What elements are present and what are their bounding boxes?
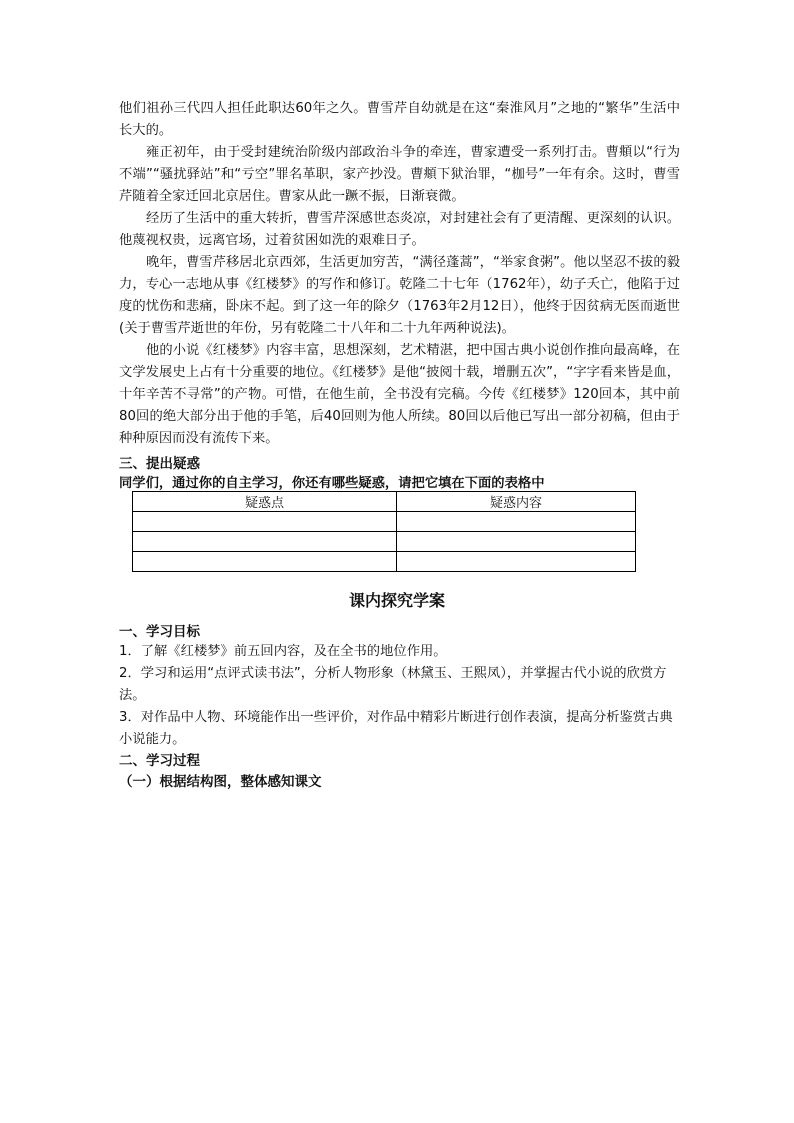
section-heading-goals: 一、学习目标 [119,624,200,640]
table-header-point: 疑惑点 [133,492,397,512]
table-header-content: 疑惑内容 [397,492,636,512]
section-heading-process: 二、学习过程 [119,753,200,769]
doubts-instruction: 同学们，通过你的自主学习，你还有哪些疑惑，请把它填在下面的表格中 [119,476,545,491]
paragraph-4: 晚年，曹雪芹移居北京西郊，生活更加穷苦，“满径蓬蒿”，“举家食粥”。他以坚忍不拔的毅力，专心一志地从事《红楼梦》的写作和修订。乾隆二十七年（1762年），幼子夭亡，他陷于过度的忧伤和悲痛，卧床不起。到了这一年的除夕（1763年2月12日），他终于因贫病无医而逝世(关于曹雪芹逝世的年份，另有乾隆二十八年和二十九年两种说法)。 [119,255,680,336]
paragraph-1: 他们祖孙三代四人担任此职达60年之久。曹雪芹自幼就是在这“秦淮风月”之地的“繁华”生活中长大的。 [119,101,680,138]
paragraph-5: 他的小说《红楼梦》内容丰富，思想深刻，艺术精湛，把中国古典小说创作推向最高峰，在文学发展史上占有十分重要的地位。《红楼梦》是他“披阅十载，增删五次”，“字字看来皆是血，十年辛苦不寻常”的产物。可惜，在他生前，全书没有完稿。今传《红楼梦》120回本，其中前80回的绝大部分出于他的手笔，后40回则为他人所续。80回以后他已写出一部分初稿，但由于种种原因而没有流传下来。 [119,343,680,446]
doubts-table [132,491,636,572]
table-header-row [133,492,636,512]
paragraph-2: 雍正初年，由于受封建统治阶级内部政治斗争的牵连，曹家遭受一系列打击。曹頫以“行为不端”“骚扰驿站”和“亏空”罪名革职，家产抄没。曹頫下狱治罪，“枷号”一年有余。这时，曹雪芹随着全家迁回北京居住。曹家从此一蹶不振，日渐衰微。 [119,145,680,204]
list-item: 1．了解《红楼梦》前五回内容，及在全书的地位作用。 [119,644,447,659]
table-cell[interactable] [397,552,636,572]
goals-list [119,641,680,751]
table-cell[interactable] [397,532,636,552]
table-cell[interactable] [397,512,636,532]
list-item: 2．学习和运用“点评式读书法”，分析人物形象（林黛玉、王熙凤），并掌握古代小说的欣赏方法。 [119,666,667,703]
page-title: 课内探究学案 [348,591,445,610]
table-row [133,532,636,552]
list-item: 3．对作品中人物、环境能作出一些评价，对作品中精彩片断进行创作表演，提高分析鉴赏古典小说能力。 [119,710,673,747]
process-subheading: （一）根据结构图，整体感知课文 [119,774,322,790]
table-cell[interactable] [133,532,397,552]
intro-text-block [119,98,680,450]
table-cell[interactable] [133,552,397,572]
table-row [133,512,636,532]
table-cell[interactable] [133,512,397,532]
section-heading-doubts: 三、提出疑惑 [119,456,200,472]
table-row [133,552,636,572]
paragraph-3: 经历了生活中的重大转折，曹雪芹深感世态炎凉，对封建社会有了更清醒、更深刻的认识。他蔑视权贵，远离官场，过着贫困如洗的艰难日子。 [119,211,680,248]
